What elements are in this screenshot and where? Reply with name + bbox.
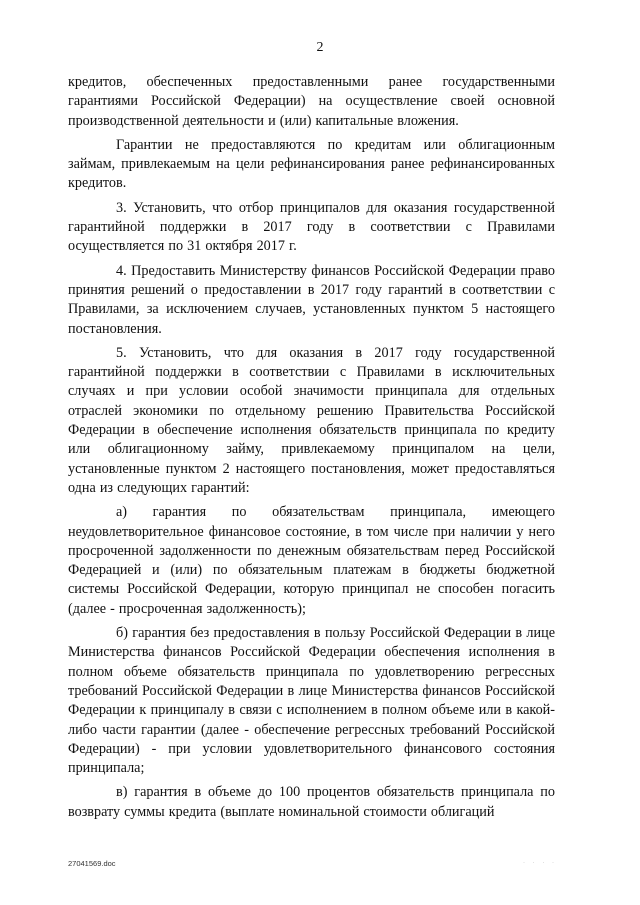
document-body <box>68 73 555 827</box>
paragraph-subitem-a: а) гарантия по обязательствам принципала, имеющего неудовлетворительное финансовое состояние, в том числе при наличии у него просроченной задолженности по денежным обязательствам перед Российской Федерацией и (или) по обязательным платежам в бюджеты бюджетной системы Российской Федерации, которую принципал не способен погасить (далее - просроченная задолженность); <box>68 504 555 617</box>
paragraph-guarantees-restriction: Гарантии не предоставляются по кредитам или облигационным займам, привлекаемым на цели рефинансирования ранее рефинансированных кредитов. <box>68 136 555 192</box>
paragraph-item-4: 4. Предоставить Министерству финансов Российской Федерации право принятия решений о предоставлении в 2017 году гарантий в соответствии с Правилами, за исключением случаев, установленных пунктом 5 настоящего постановления. <box>68 262 555 337</box>
page-number: 2 <box>316 40 324 55</box>
paragraph-continuation: кредитов, обеспеченных предоставленными ранее государственными гарантиями Российской Федерации) на осуществление своей основной производственной деятельности и (или) капитальные вложения. <box>68 74 555 129</box>
scan-artifact-dots: · · · · <box>523 860 557 866</box>
paragraph-subitem-v: в) гарантия в объеме до 100 процентов обязательств принципала по возврату суммы кредита (выплате номинальной стоимости облигаций <box>68 784 555 820</box>
document-file-code: 27041569.doc <box>68 859 116 868</box>
paragraph-item-3: 3. Установить, что отбор принципалов для оказания государственной гарантийной поддержки в 2017 году в соответствии с Правилами осуществляется по 31 октября 2017 г. <box>68 199 555 255</box>
paragraph-subitem-b: б) гарантия без предоставления в пользу Российской Федерации в лице Министерства финансов Российской Федерации обеспечения исполнения в полном объеме обязательств принципала по удовлетворению регрессных требований Российской Федерации в лице Министерства финансов Российской Федерации к принципалу в связи с исполнением в полном объеме или в какой-либо части гарантии (далее - обеспечение регрессных требований Российской Федерации) - при условии удовлетворительного финансового состояния принципала; <box>68 625 555 777</box>
paragraph-item-5: 5. Установить, что для оказания в 2017 году государственной гарантийной поддержки в соответствии с Правилами в исключительных случаях и при условии особой значимости принципала для отдельных отраслей экономики по отдельному решению Правительства Российской Федерации в обеспечение исполнения обязательств принципала по кредиту или облигационному займу, привлекаемому принципалом на цели, установленные пунктом 2 настоящего постановления, может предоставляться одна из следующих гарантий: <box>68 344 555 496</box>
